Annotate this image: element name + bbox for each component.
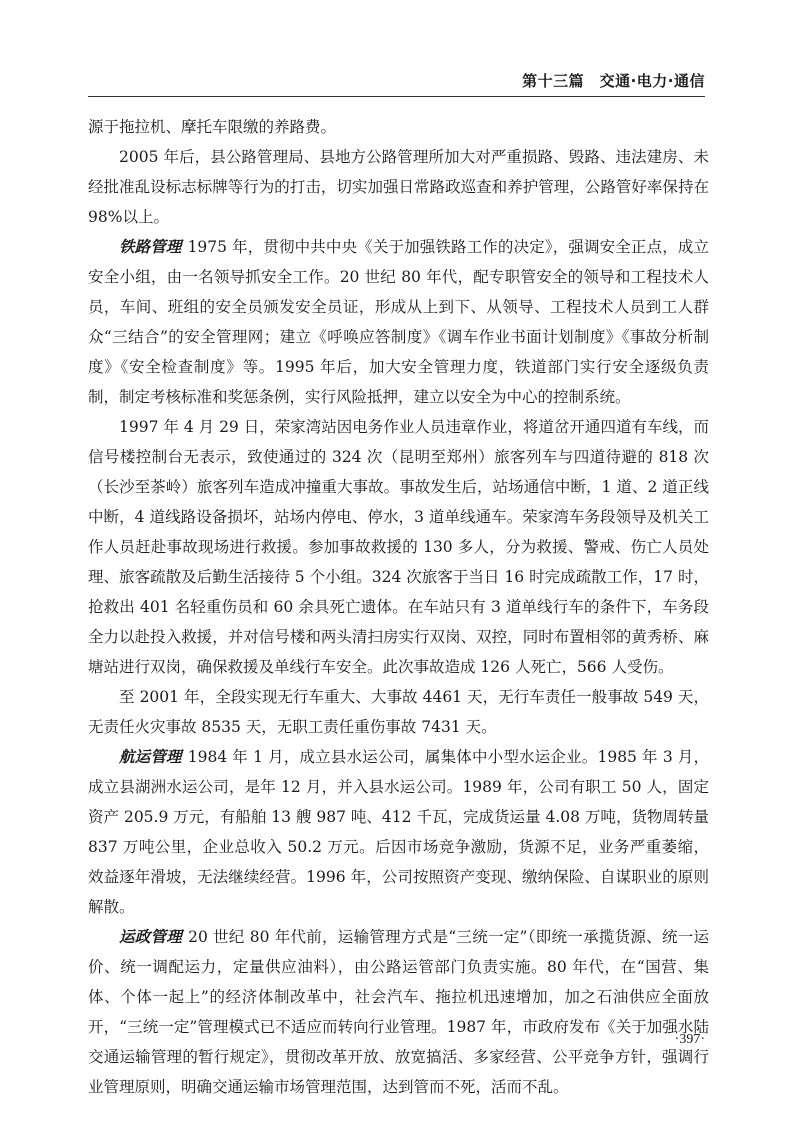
paragraph-text: 至 2001 年，全段实现无行车重大、大事故 4461 天，无行车责任一般事故 549 天，无责任火灾事故 8535 天，无职工责任重伤事故 7431 天。	[88, 688, 709, 736]
paragraph-text: 20 世纪 80 年代前，运输管理方式是“三统一定”（即统一承揽货源、统一运价、统一调配运力，定量供应油料），由公路运管部门负责实施。80 年代，在“国营、集体、个体一起上”的经济体制改革中，社会汽车、拖拉机迅速增加，加之石油供应全面放开，“三统一定”管理模式已不适应而转向行业管理。1987 年，市政府发布《关于加强水陆交通运输管理的暂行规定》，贯彻改革开放、放宽搞活、多家经营、公平竞争方针，强调行业管理原则，明确交通运输市场管理范围，达到管而不死，活而不乱。	[88, 928, 709, 1096]
section-lead: 航运管理	[119, 748, 182, 766]
header-rule	[88, 96, 705, 97]
paragraph	[88, 142, 709, 232]
paragraph	[88, 112, 709, 142]
running-header: 第十三篇 交通·电力·通信	[522, 72, 705, 90]
paragraph-railway-management	[88, 232, 709, 412]
paragraph-text: 1984 年 1 月，成立县水运公司，属集体中小型水运企业。1985 年 3 月，成立县湖洲水运公司，是年 12 月，并入县水运公司。1989 年，公司有职工 50 人，固定资产 205.9 万元，有船舶 13 艘 987 吨、412 千瓦，完成货运量 4.08 万吨，货物周转量 837 万吨公里，企业总收入 50.2 万元。后因市场竞争激励，货源不足，业务严重萎缩，效益逐年滑坡，无法继续经营。1996 年，公司按照资产变现、缴纳保险、自谋职业的原则解散。	[88, 748, 709, 916]
paragraph	[88, 682, 709, 742]
section-lead: 运政管理	[119, 928, 183, 946]
paragraph-text: 1997 年 4 月 29 日，荣家湾站因电务作业人员违章作业，将道岔开通四道有车线，而信号楼控制台无表示，致使通过的 324 次（昆明至郑州）旅客列车与四道待避的 818 次（长沙至茶岭）旅客列车造成冲撞重大事故。事故发生后，站场通信中断，1 道、2 道正线中断，4 道线路设备损坏，站场内停电、停水，3 道单线通车。荣家湾车务段领导及机关工作人员赶赴事故现场进行救援。参加事故救援的 130 多人，分为救援、警戒、伤亡人员处理、旅客疏散及后勤生活接待 5 个小组。324 次旅客于当日 16 时完成疏散工作，17 时，抢救出 401 名轻重伤员和 60 余具死亡遗体。在车站只有 3 道单线行车的条件下，车务段全力以赴投入救援，并对信号楼和两头清扫房实行双岗、双控，同时布置相邻的黄秀桥、麻塘站进行双岗，确保救援及单线行车安全。此次事故造成 126 人死亡，566 人受伤。	[88, 418, 709, 676]
paragraph	[88, 412, 709, 682]
body-text	[88, 112, 709, 1102]
section-lead: 铁路管理	[119, 238, 182, 256]
page-number: ·397·	[674, 1032, 705, 1047]
paragraph-transport-administration	[88, 922, 709, 1102]
paragraph-shipping-management	[88, 742, 709, 922]
paragraph-text: 1975 年，贯彻中共中央《关于加强铁路工作的决定》，强调安全正点，成立安全小组，由一名领导抓安全工作。20 世纪 80 年代，配专职管安全的领导和工程技术人员，车间、班组的安全员颁发安全员证，形成从上到下、从领导、工程技术人员到工人群众“三结合”的安全管理网；建立《呼唤应答制度》《调车作业书面计划制度》《事故分析制度》《安全检查制度》等。1995 年后，加大安全管理力度，铁道部门实行安全逐级负责制，制定考核标准和奖惩条例，实行风险抵押，建立以安全为中心的控制系统。	[88, 238, 709, 406]
paragraph-text: 源于拖拉机、摩托车限缴的养路费。	[88, 118, 337, 136]
paragraph-text: 2005 年后，县公路管理局、县地方公路管理所加大对严重损路、毁路、违法建房、未经批准乱设标志标牌等行为的打击，切实加强日常路政巡查和养护管理，公路管好率保持在 98%以上。	[88, 148, 709, 226]
